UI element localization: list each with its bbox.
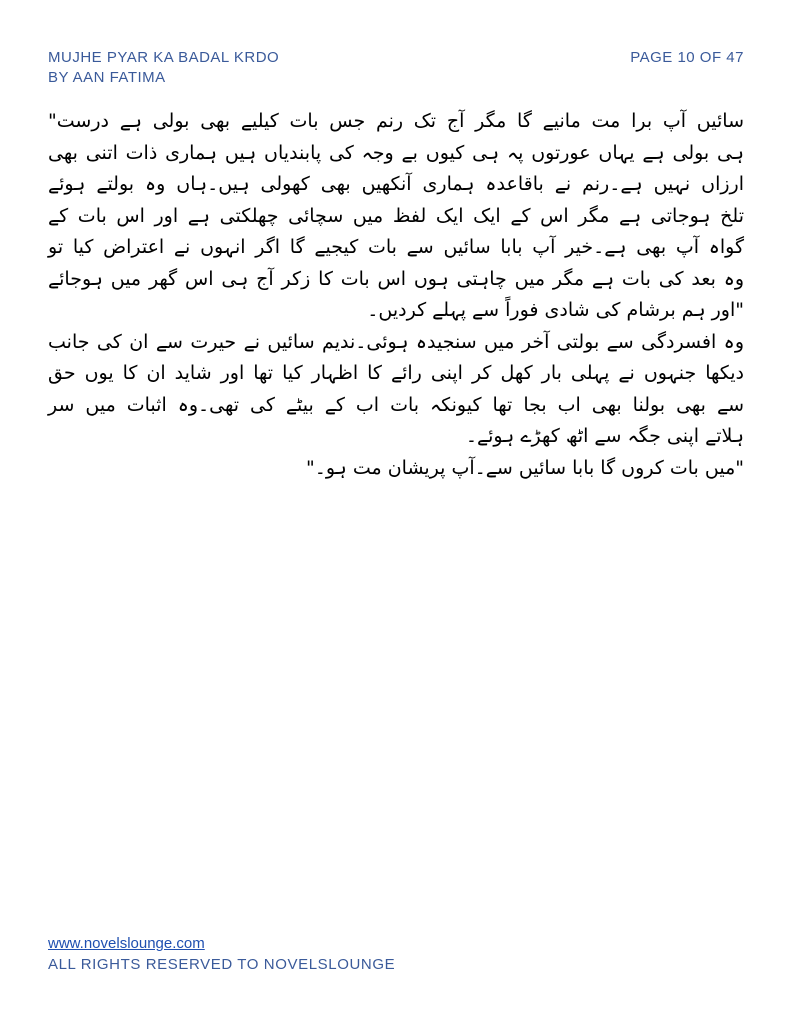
paragraph-3 — [48, 453, 744, 485]
text-line: گواہ آپ بھی ہے۔خیر آپ بابا سائیں سے بات کیجیے گا اگر انہوں نے اعتراض کیا تو — [48, 236, 744, 258]
text-line: ہلاتے اپنی جگہ سے اٹھ کھڑے ہوئے۔ — [465, 425, 744, 447]
paragraph-1 — [48, 106, 744, 327]
page-number: PAGE 10 OF 47 — [630, 49, 744, 66]
author-name: BY AAN FATIMA — [48, 69, 166, 86]
text-line: وہ افسردگی سے بولتی آخر میں سنجیدہ ہوئی۔ندیم سائیں نے حیرت سے ان کی جانب — [48, 330, 744, 353]
text-line: دیکھا جنہوں نے پہلی بار کھل کر اپنی رائے کا اظہار کیا تھا اور شاید ان کا یوں حق — [48, 362, 744, 384]
text-line: وہ بعد کی بات ہے مگر میں چاہتی ہوں اس بات کا زکر آج ہی اس گھر میں ہوجائے — [48, 267, 744, 290]
text-line: "اور ہم برشام کی شادی فوراً سے پہلے کردیں۔ — [367, 299, 744, 321]
text-line: سے بھی بولنا بھی اب بجا تھا کیونکہ بات اب کے بیٹے کی تھی۔وہ اثبات میں سر — [48, 393, 744, 416]
text-line: ارزاں نہیں ہے۔رنم نے باقاعدہ ہماری آنکھیں بھی کھولی ہیں۔ہاں وہ بولتے ہوئے — [48, 173, 744, 195]
rights-notice: ALL RIGHTS RESERVED TO NOVELSLOUNGE — [48, 956, 396, 973]
page-footer — [48, 934, 395, 976]
novel-title: MUJHE PYAR KA BADAL KRDO — [48, 49, 280, 66]
text-line: "میں بات کروں گا بابا سائیں سے۔آپ پریشان مت ہو۔" — [305, 456, 744, 479]
paragraph-2 — [48, 327, 744, 453]
website-link[interactable]: www.novelslounge.com — [48, 935, 205, 952]
story-body — [48, 106, 744, 484]
text-line: ہی بولی ہے یہاں عورتوں پہ ہی کیوں بے وجہ کی پابندیاں ہیں ہماری ذات اتنی بھی — [48, 141, 744, 164]
text-line: تلخ ہوجاتی ہے مگر اس کے ایک ایک لفظ میں سچائی چھلکتی ہے اور اس بات کے — [48, 204, 744, 227]
text-line: سائیں آپ برا مت مانیے گا مگر آج تک رنم جس بات کیلیے بھی بولی ہے درست" — [48, 110, 744, 132]
